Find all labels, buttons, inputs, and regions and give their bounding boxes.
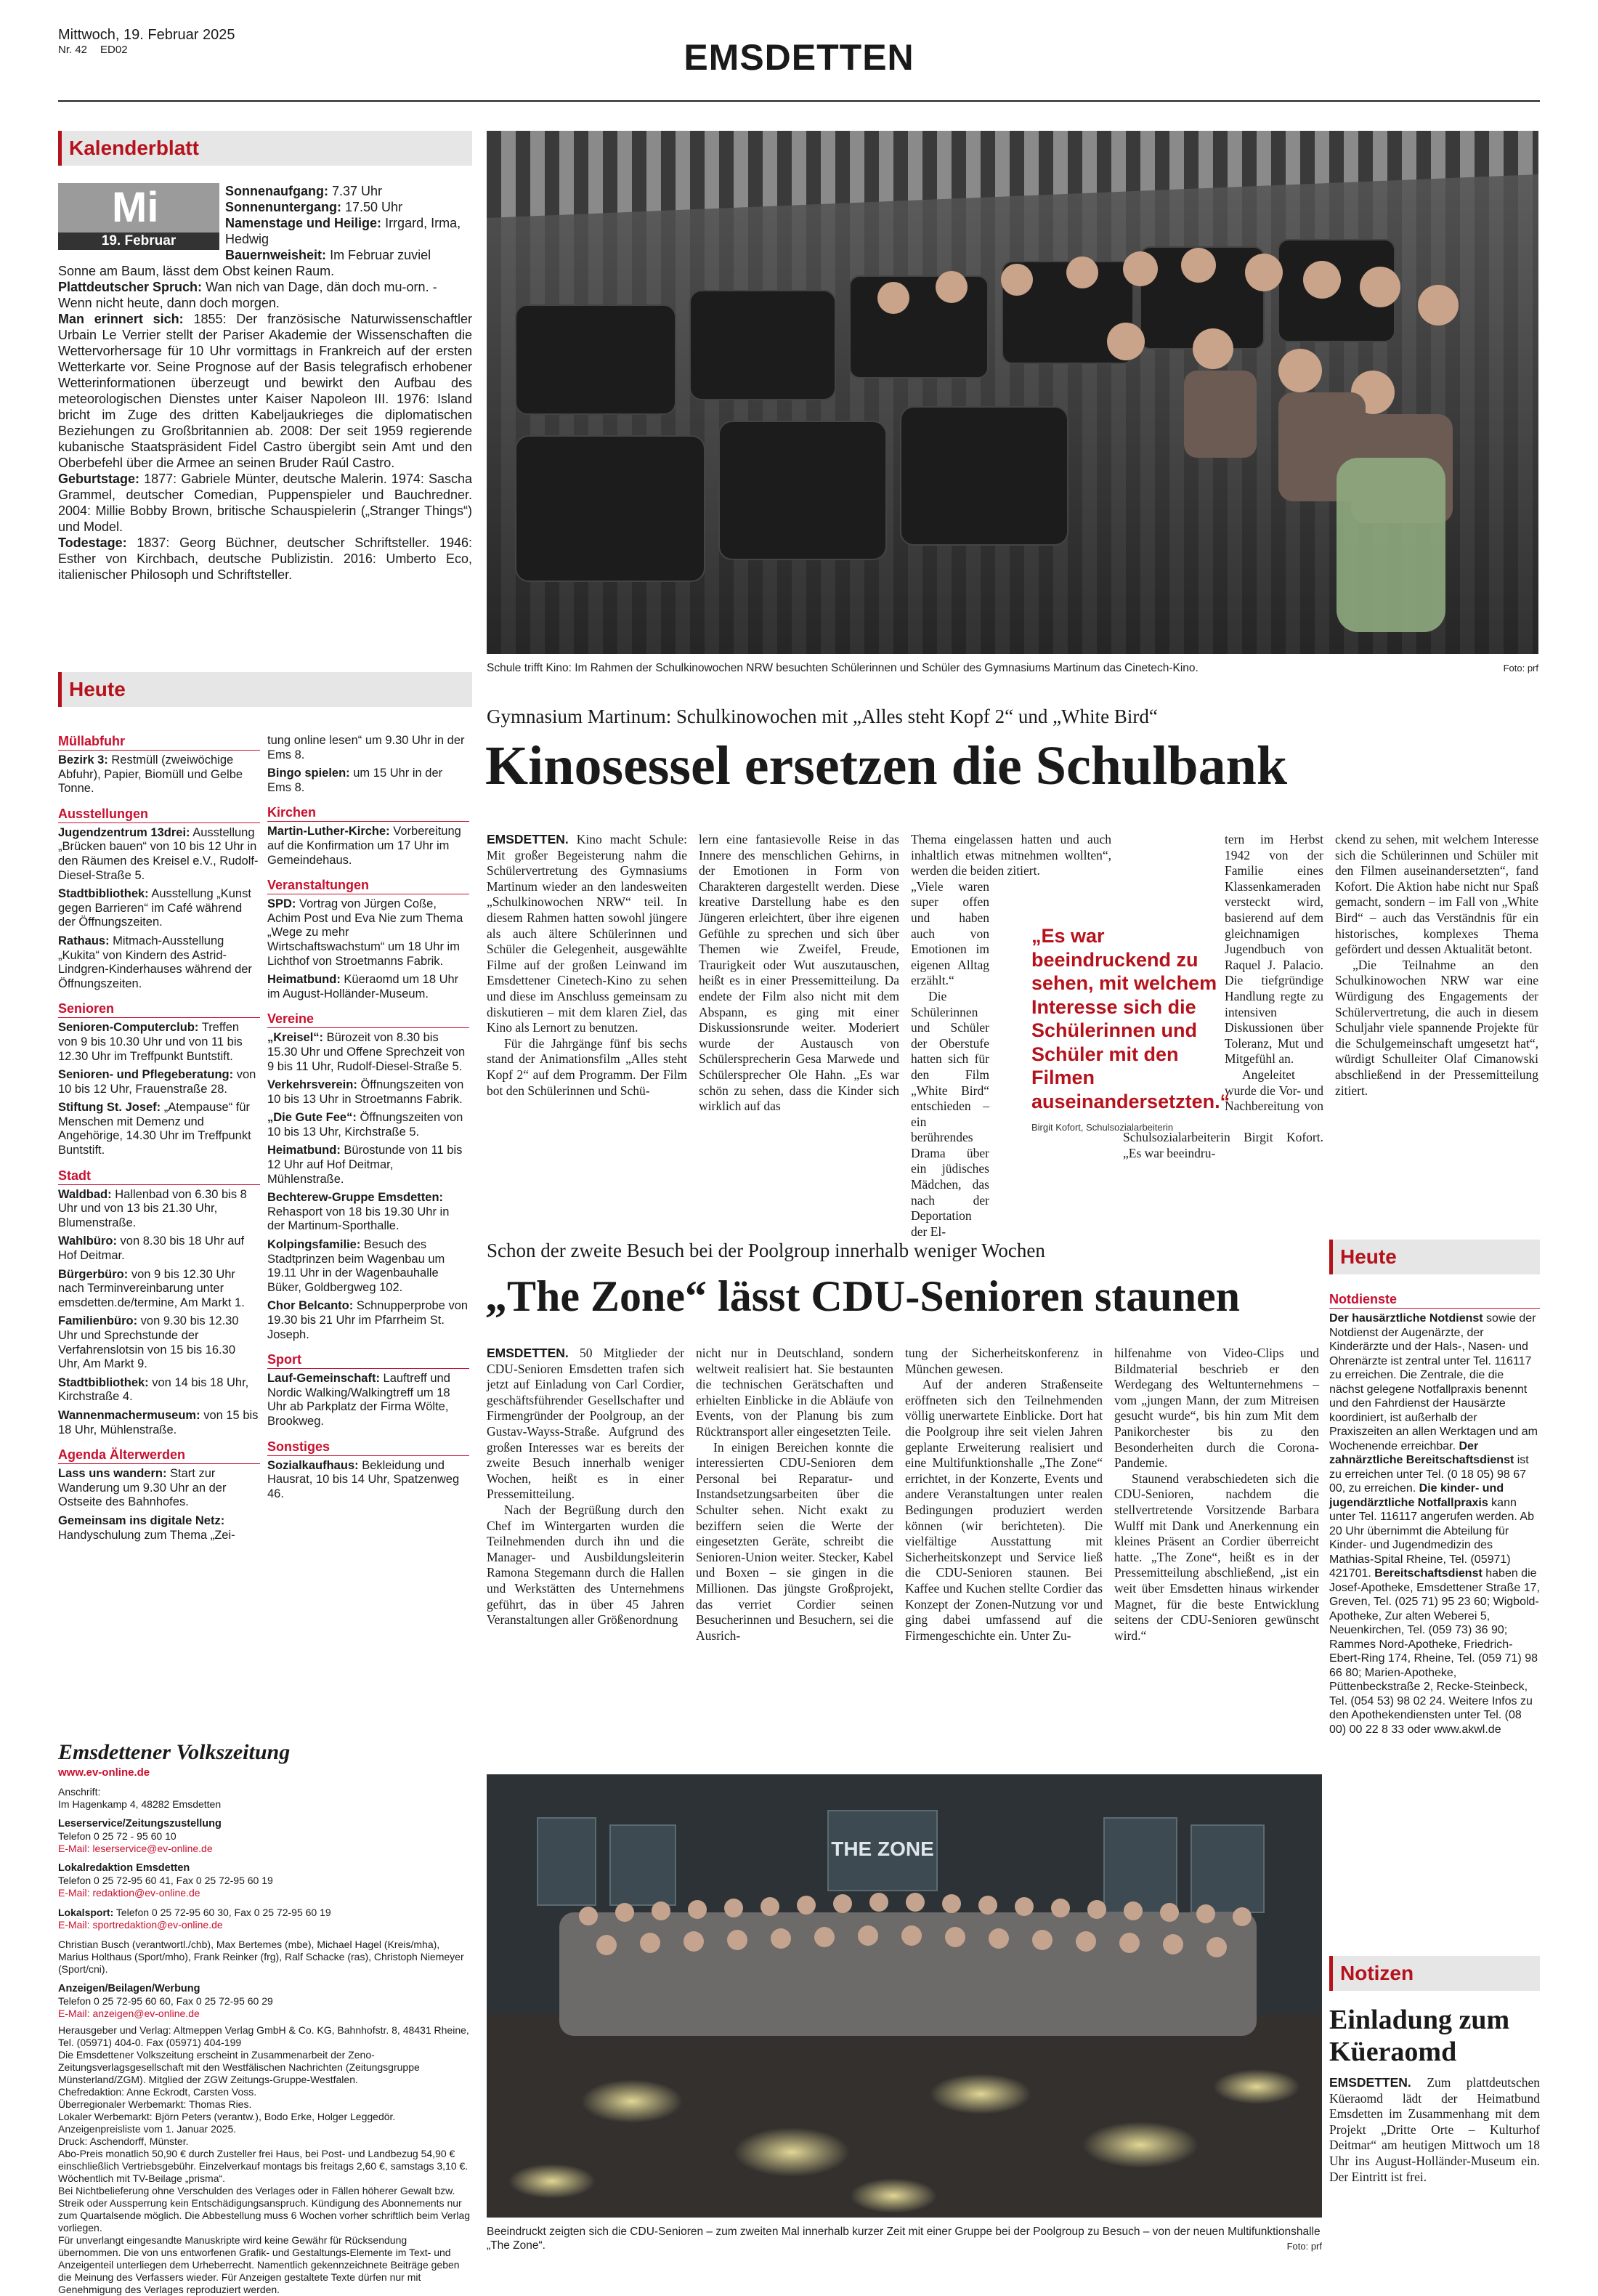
group-photo-caption: Beeindruckt zeigten sich die CDU-Senioren – zum zweiten Mal innerhalb kurzer Zeit mit einer Gruppe bei der Poolgroup zu Besuch – von der neuen Multifunktionshalle „The Zone“. [487,2226,1321,2252]
staff-list: Christian Busch (verantwortl./chb), Max Bertemes (mbe), Michael Hagel (Kreis/mha), Marius Holthaus (Sport/mho), Frank Reinker (frg), Ralf Schacke (ras), Christoph Niemeyer (Sport/cni). [58,1939,464,1975]
lokalredaktion-label: Lokalredaktion Emsdetten [58,1862,190,1874]
heute-entry-text: Öffnungszeiten von 10 bis 13 Uhr, Kirchstraße 5. [267,1111,463,1139]
article2-col1b-text: Nach der Begrüßung durch den Chef im Wintergarten wurden die Teilnehmenden durch ihn und die Manager- und Ausbildungsleiterin Ramona Stegemann durch die Hallen und Werkstätten des Unternehmens geführt, das in über 45 Jahren Veranstaltungen aller Größenordnung [487,1502,684,1628]
fine-print-cooperation: Die Emsdettener Volkszeitung erscheint in Zusammenarbeit der Zeno-Zeitungsverlagsgesellschaft mit den Westfälischen Nachrichten (Zeitungsgruppe Münsterland/ZGM). Mitglied der ZGW Zeitungs-Gruppe-Westfalen. [58,2049,420,2085]
article1-dateline: EMSDETTEN. [487,832,569,846]
article1-column-2 [699,832,899,1115]
heute-entry [267,1299,469,1342]
article2-col3b-text: Auf der anderen Straßenseite eröffneten sich den Teilnehmenden völlig unerwartete Einblicke. Dort hat die Poolgroup ihre seit vielen Jahren geplante Erweiterung realisiert und eine Multifunktionshalle „The Zone“ errichtet, in der Konzerte, Events und andere Veranstaltungen unter realen Bedingungen produziert werden können (wir berichteten). Die vielfältige Ausstattung mit Sicherheitskonzept und Service ließ die CDU-Senioren staunen. Bei Kaffee und Kuchen stellte Cordier das Konzept der Zonen-Nutzung vor und ging dabei umfassend auf die Firmengeschichte ein. Unter Zu- [905,1377,1103,1643]
heute-entry [267,1144,469,1187]
article2-column-3 [905,1346,1103,1644]
sunrise-value: 7.37 Uhr [332,184,383,198]
article1-headline: Kinosessel ersetzen die Schulbank [485,735,1288,796]
masthead-date: Mittwoch, 19. Februar 2025 [58,27,235,43]
notizen-box [1329,1956,1540,2185]
heute-section-heading: Kirchen [267,805,469,822]
article2-column-2 [696,1346,893,1644]
heute-entry-text: Besuch des Stadtprinzen beim Wagenbau um 19.11 Uhr in der Wagenbauhalle Büker, Goldbergweg 102. [267,1238,445,1294]
heute-entry-label: Bezirk 3: [58,753,108,767]
kinderarzt-text: kann unter Tel. 116117 angerufen werden. Ab 20 Uhr übernimmt die Abteilung für Kinder- und Jugendmedizin des Mathias-Spital Rheine, Tel. (05971) 421701. [1329,1496,1534,1580]
heute-left-box [58,672,472,707]
kinderarzt-label: Die kinder- und jugendärztliche Notfallpraxis [1329,1482,1504,1509]
heute-entry [58,1234,260,1263]
cinema-photo-caption: Schule trifft Kino: Im Rahmen der Schulkinowochen NRW besuchten Schülerinnen und Schüler des Gymnasiums Martinum das Cinetech-Kino. [487,662,1198,674]
notizen-heading: Notizen [1329,1956,1540,1991]
lokalsport-email[interactable]: E-Mail: sportredaktion@ev-online.de [58,1919,223,1931]
heute-entry-label: „Die Gute Fee“: [267,1111,357,1125]
heute-section-heading: Senioren [58,1001,260,1018]
heute-entry-text: von 14 bis 18 Uhr, Kirchstraße 4. [58,1375,249,1404]
fine-print-nichtbelieferung: Bei Nichtbelieferung ohne Verschulden des Verlages oder in Fällen höherer Gewalt bzw. Streik oder Aussperrung kein Entschädigungsanspruch. Kündigung des Abonnements nur zum Quartalsende möglich. Die Abbestellung muss 6 Wochen vorher schriftlich beim Verlag vorliegen. [58,2185,471,2234]
lokalsport-phone: Telefon 0 25 72-95 60 30, Fax 0 25 72-95 60 19 [113,1907,331,1918]
zahnarzt-text: ist zu erreichen unter Tel. (0 18 05) 98 67 00, zu erreichen. [1329,1454,1529,1495]
heute-entry-label: „Kreisel“: [267,1031,324,1045]
heute-entry-text: Restmüll (zweiwöchige Abfuhr), Papier, Biomüll und Gelbe Tonne. [58,753,243,796]
notizen-headline: Einladung zum Küeraomd [1329,2005,1510,2067]
notdienst-hausarzt-label: Der hausärztliche Notdienst [1329,1312,1483,1325]
leserservice-email[interactable]: E-Mail: leserservice@ev-online.de [58,1843,213,1854]
birthdays-label: Geburtstage: [58,472,140,486]
heute-entry-label: Stiftung St. Josef: [58,1101,161,1115]
article2-col1-text: 50 Mitglieder der CDU-Senioren Emsdetten trafen sich jetzt auf Einladung von Carl Cordier, geschäftsführender Gesellschafter und Firmengründer der Poolgroup, an der Gustav-Wayss-Straße. Aufgrund des großen Interesses war es bereits der zweite Besuch innerhalb weniger Wochen, heißt es in einer Pressemitteilung. [487,1346,685,1502]
heute-entry-text: Vortrag von Jürgen Coße, Achim Post und Eva Nie zum Thema „Wege zu mehr Wirtschaftswachstum“ um 18 Uhr im Lichthof von Stroetmanns Fabrik. [267,897,463,968]
heute-entry-label: Bechterew-Gruppe Emsdetten: [267,1191,444,1205]
heute-entry-label: Chor Belcanto: [267,1299,354,1313]
section-title: EMSDETTEN [684,37,914,78]
heute-entry-text: „Atempause“ für Menschen mit Demenz und Angehörige, 14.30 Uhr im Treffpunkt Buntstift. [58,1101,251,1157]
heute-entry [267,973,469,1001]
heute-entry-label: Bingo spielen: [267,767,350,780]
heute-entry-label: Lass uns wandern: [58,1467,167,1481]
heute-entry [58,1068,260,1096]
article2-col2-text: nicht nur in Deutschland, sondern weltweit realisiert hat. Sie bestaunten die technischen Gerätschaften und erhielten Einblicke in die Abläufe von Events, von der Planung bis zum Rücktransport aller eingesetzten Teile. [696,1346,893,1439]
heute-entry-text: Ausstellung „Brücken bauen“ von 10 bis 12 Uhr in den Räumen des Kreisel e.V., Rudolf-Diesel-Straße 5. [58,825,259,882]
article2-kicker: Schon der zweite Besuch bei der Poolgroup innerhalb weniger Wochen [487,1240,1045,1261]
heute-entry [267,825,469,868]
heute-entry-text: Hallenbad von 6.30 bis 8 Uhr und von 13 bis 21.30 Uhr, Blumenstraße. [58,1187,247,1229]
fine-print-lokaler-werbemarkt: Lokaler Werbemarkt: Björn Peters (verantw.), Bodo Erke, Holger Leggedör. [58,2111,396,2122]
edition-code: ED02 [100,44,128,56]
heute-entry [58,1101,260,1157]
heute-section-heading: Müllabfuhr [58,734,260,751]
heute-entry [58,1314,260,1371]
heute-section-heading: Ausstellungen [58,807,260,823]
heute-section-heading: Vereine [267,1011,469,1028]
heute-entry [58,1409,260,1437]
pullquote-author: Birgit Kofort, Schulsozialarbeiterin [1031,1122,1174,1133]
heute-entry-label: SPD: [267,897,296,911]
website-link[interactable]: www.ev-online.de [58,1766,150,1779]
heute-entry-label: Familienbüro: [58,1314,138,1328]
heute-entry [267,734,469,762]
heute-entry-label: Lauf-Gemeinschaft: [267,1372,380,1386]
article2-dateline: EMSDETTEN. [487,1346,569,1360]
heute-entry-label: Kolpingsfamilie: [267,1238,361,1252]
fine-print-abo: Abo-Preis monatlich 50,90 € durch Zusteller frei Haus, bei Post- und Landbezug 54,90 € einschließlich Vertriebsgebühr. Einzelverkauf montags bis freitags 2,60 €, samstags 3,10 €. Wöchentlich mit TV-Beilage „prisma“. [58,2148,469,2184]
cinema-photo [487,131,1538,654]
heute-entry-label: Martin-Luther-Kirche: [267,825,390,838]
cinema-photo-credit: Foto: prf [1503,663,1538,674]
heute-entry [58,826,260,883]
article1-col2-text: lern eine fantasievolle Reise in das Innere des menschlichen Gehirns, in der Emotionen in Form von Charakteren dargestellt werden. Diese kreative Darstellung habe es den Jüngeren erleichtert, über ihre eigenen Gefühle zu sprechen und sich über Themen wie Zweifel, Freude, Traurigkeit oder Wut auszutauschen, heißt es in einer Pressemitteilung. Da endete der Film also nicht mit dem Abspann, es ging mit einer Diskussionsrunde weiter. Moderiert wurde der Austausch von Schülersprecherin Gesa Marwede und Schülersprecher Ole Hahn. „Es war schön zu sehen, dass die Kinder sich wirklich auf das [699,832,899,1114]
article2-column-4 [1114,1346,1319,1644]
heute-entry-text: Bürozeit von 8.30 bis 15.30 Uhr und Offene Sprechzeit von 9 bis 11 Uhr, Rudolf-Diesel-Straße 5. [267,1031,466,1073]
heute-entry-label: Jugendzentrum 13drei: [58,825,190,839]
day-block [58,183,219,250]
heute-section-heading: Veranstaltungen [267,878,469,894]
heute-entry [267,1031,469,1074]
heute-entry-label: Stadtbibliothek: [58,887,149,901]
fine-print-druck: Druck: Aschendorff, Münster. [58,2135,189,2147]
birthdays-value: 1877: Gabriele Münter, deutsche Malerin. 1974: Sascha Grammel, deutscher Comedian, Puppenspieler und Bauchredner. 2004: Millie Bobby Brown, britische Schauspielerin („Stranger Things“) und Model. [58,472,472,534]
heute-entry-text: Bürostunde von 11 bis 12 Uhr auf Hof Deitmar, Mühlenstraße. [267,1144,463,1186]
heute-section-heading: Agenda Älterwerden [58,1447,260,1464]
heute-entry-text: Schnupperprobe von 19.30 bis 21 Uhr im Pfarrheim St. Joseph. [267,1299,469,1341]
anzeigen-phone: Telefon 0 25 72-95 60 60, Fax 0 25 72-95 60 29 [58,1995,273,2007]
the-zone-sign: THE ZONE [831,1838,934,1860]
deaths-label: Todestage: [58,535,127,550]
heute-entry [267,1078,469,1107]
zahnarzt-label: Der zahnärztliche Bereitschaftsdienst [1329,1439,1514,1466]
day-abbr: Mi [58,183,219,233]
fine-print-manuskripte: Für unverlangt eingesandte Manuskripte wird keine Gewähr für Rücksendung übernommen. Die von uns entworfenen Grafik- und Gestaltungs-Elemente im Text- und Anzeigenteil unterliegen dem Urheberrecht. Namentlich gekennzeichnete Beiträge geben die Meinung des Verfassers wieder. Für Anzeigen gestaltete Texte dürfen nur mit Genehmigung des Verlages reproduziert werden. [58,2234,460,2295]
article2-col4b-text: Staunend verabschiedeten sich die CDU-Senioren, nachdem die stellvertretende Vorsitzende Barbara Wulff mit Dank und Anerkennung ein kleines Präsent an Cordier überreicht hatte. „The Zone“, heißt es in der Pressemitteilung abschließend, „ist ein weit über Emsdetten hinaus wirkender Magnet, für die beste Entwicklung seitens der CDU-Senioren gewünscht wird.“ [1114,1471,1319,1643]
heute-entry-text: von 9.30 bis 12.30 Uhr und Sprechstunde der Verfahrenslotsin von 15 bis 16.30 Uhr, Am Markt 9. [58,1314,239,1371]
heute-entry [58,1514,260,1543]
anzeigen-email[interactable]: E-Mail: anzeigen@ev-online.de [58,2008,200,2019]
fine-print-preisliste: Anzeigenpreisliste vom 1. Januar 2025. [58,2123,237,2135]
heute-entry [267,1111,469,1139]
leserservice-label: Leserservice/Zeitungszustellung [58,1818,222,1830]
heute-entry [58,934,260,991]
fine-print-chefredaktion: Chefredaktion: Anne Eckrodt, Carsten Voss. [58,2086,257,2098]
heute-entry [58,887,260,930]
heute-entry [267,897,469,969]
kalenderblatt-box [58,131,472,583]
heute-left-column-2 [267,734,469,1505]
notdienst-hausarzt-text: sowie der Notdienst der Augenärzte, der Kinderärzte und der Hals-, Nasen- und Ohrenärzte ist zentral unter Tel. 116117 zu erreichen. Die Zentrale, die die nächst gelegene Notfallpraxis benennt und den Fahrdienst der Hausärzte koordiniert, ist außerhalb der Praxiszeiten an allen Werktagen und am Wochenende erreichbar. [1329,1312,1538,1452]
deaths-value: 1837: Georg Büchner, deutscher Schriftsteller. 1946: Esther von Kirchbach, deutsche Publizistin. 2016: Umberto Eco, italienischer Philosoph und Schriftsteller. [58,535,472,582]
weather-label: Bauernweisheit: [225,248,327,262]
notizen-text [1329,2075,1540,2185]
lokalsport-label: Lokalsport: [58,1907,114,1918]
fine-print-werbemarkt: Überregionaler Werbemarkt: Thomas Ries. [58,2098,252,2110]
heute-left-heading: Heute [58,672,472,707]
fine-print-publisher: Herausgeber und Verlag: Altmeppen Verlag GmbH & Co. KG, Bahnhofstr. 8, 48431 Rheine, Tel. (05971) 404-0. Fax (05971) 404-199 [58,2024,469,2048]
heute-entry-text: Handyschulung zum Thema „Zei- [58,1528,235,1542]
heute-entry-text: Bekleidung und Hausrat, 10 bis 14 Uhr, Spatzenweg 46. [267,1458,460,1500]
lokalredaktion-email[interactable]: E-Mail: redaktion@ev-online.de [58,1887,200,1899]
masthead-rule [58,100,1540,102]
heute-section-heading: Stadt [58,1168,260,1185]
fine-print [58,2024,472,2296]
article2-column-1 [487,1346,684,1628]
article1-col4b-text: Angeleitet wurde die Vor- und Nachbereitung von Schulsozialarbeiterin Birgit Kofort. „Es war beeindru- [1123,1067,1323,1160]
article1-col1b-text: Für die Jahrgänge fünf bis sechs stand der Animationsfilm „Alles steht Kopf 2“ auf dem Programm. Der Film bot den Schülerinnen und Schü- [487,1035,687,1098]
heute-entry [58,1188,260,1231]
group-photo [487,1774,1322,2218]
article1-column-4 [1123,832,1323,1161]
notizen-dateline: EMSDETTEN. [1329,2075,1411,2090]
heute-entry-label: Bürgerbüro: [58,1267,129,1281]
heute-entry-text: Treffen von 9 bis 10.30 Uhr und von 11 bis 12.30 Uhr im Treffpunkt Buntstift. [58,1021,243,1063]
article1-kicker: Gymnasium Martinum: Schulkinowochen mit „Alles steht Kopf 2“ und „White Bird“ [487,706,1158,727]
notdienste-heading: Notdienste [1329,1292,1540,1309]
heute-entry-label: Rathaus: [58,934,110,947]
heute-entry-text: Lauftreff und Nordic Walking/Walkingtreff um 18 Uhr ab Parkplatz der Firma Wölte, Brookweg. [267,1372,450,1428]
sunrise-label: Sonnenaufgang: [225,184,328,198]
address: Im Hagenkamp 4, 48282 Emsdetten [58,1798,222,1810]
article1-col3a-text: Thema eingelassen hatten und auch inhaltlich etwas mitnehmen wollten“, werden die beiden zitiert. [911,832,1111,878]
heute-entry-text: von 8.30 bis 18 Uhr auf Hof Deitmar. [58,1234,245,1263]
remember-label: Man erinnert sich: [58,312,184,326]
article2-col3-text: tung der Sicherheitskonferenz in München gewesen. [905,1346,1103,1376]
kalenderblatt-body [58,183,472,583]
heute-entry-text: Vorbereitung auf die Konfirmation um 17 Uhr im Gemeindehaus. [267,825,461,867]
heute-entry-label: Stadtbibliothek: [58,1375,149,1389]
heute-entry-text: Öffnungszeiten von 10 bis 13 Uhr in Stroetmanns Fabrik. [267,1078,464,1106]
heute-entry-label: Gemeinsam ins digitale Netz: [58,1513,225,1527]
heute-entry-text: von 15 bis 18 Uhr, Mühlenstraße. [58,1408,259,1436]
heute-entry [58,1021,260,1064]
imprint [58,1740,472,2296]
names-value: Irrgard, Irma, Hedwig [225,216,461,246]
apotheken-label: Bereitschaftsdienst [1374,1567,1483,1580]
article1-col3c-text: Die Schülerinnen und Schüler der Oberstufe hatten sich für den Film „White Bird“ entschieden – ein berührendes Drama über ein jüdisches Mädchen, das nach der Deportation der El- [911,988,989,1239]
heute-entry-label: Wannenmachermuseum: [58,1408,200,1422]
sunset-value: 17.50 Uhr [345,200,403,214]
heute-entry-text: tung online lesen“ um 9.30 Uhr in der Ems 8. [267,734,465,761]
article1-col5b-text: „Die Teilnahme an den Schulkinowochen NRW war eine Würdigung des Engagements der Schülervertretung, die auch in diesem Schuljahr viele spannende Projekte für die Schulgemeinschaft umgesetzt hat“, würdigt Schulleiter Olaf Cimanowski abschließend in der Pressemitteilung zitiert. [1335,957,1538,1098]
cinema-photo-image [487,131,1538,654]
heute-entry [267,1372,469,1428]
article1-col3b-text: „Viele waren super offen und haben auch von Emotionen im eigenen Alltag erzählt.“ [911,878,989,988]
heute-entry-label: Wahlbüro: [58,1234,117,1248]
article1-col4a-text: tern im Herbst 1942 von der Familie eines Klassenkameraden versteckt wird, basierend auf dem gleichnamigen Jugendbuch von Raquel J. Palacio. Die tiefgründige Handlung regte zu intensiven Diskussionen über Toleranz, Mut und Mitgefühl an. [1225,832,1323,1067]
article1-col1-text: Kino macht Schule: Mit großer Begeisterung nahm die Schülervertretung des Gymnasiums Martinum wieder an den landesweiten „Schulkinowochen NRW“ teil. In diesem Rahmen hatten sowohl jüngere als auch ältere Schülerinnen und Schüler die Gelegenheit, ausgewählte Filme auf der großen Leinwand im Emsdettener Cinetech-Kino zu sehen und diese im Anschluss gemeinsam zu diskutieren – mit dem klaren Ziel, das Kino als Lernort zu benutzen. [487,832,687,1035]
weather-value: Im Februar zuviel Sonne am Baum, lässt dem Obst keinen Raum. [58,248,431,278]
article2-headline: „The Zone“ lässt CDU-Senioren staunen [485,1272,1241,1320]
heute-entry [267,767,469,795]
heute-entry-label: Waldbad: [58,1187,112,1201]
heute-entry [58,1467,260,1510]
heute-entry-label: Senioren-Computerclub: [58,1021,199,1035]
day-date: 19. Februar [58,233,219,250]
group-photo-image [487,1774,1322,2218]
kalenderblatt-heading: Kalenderblatt [58,131,472,166]
article2-col2b-text: In einigen Bereichen konnte die interessierten CDU-Senioren dem Personal bei Reparatur- und Instandsetzungsarbeiten über die Schulter sehen. Nicht exakt zu beziffern seien die Werte der eingesetzten Geräte, schreibt die Senioren-Union weiter. Stecker, Kabel und Boxen – sie gingen in die Millionen. Das jüngste Großprojekt, das verriet Cordier seinen Besucherinnen und Besuchern, sei die Ausrich- [696,1439,893,1643]
heute-left-column-1 [58,734,260,1547]
heute-entry-text: Ausstellung „Kunst gegen Barrieren“ im Café während der Öffnungszeiten. [58,887,251,929]
heute-entry [267,1459,469,1502]
heute-entry [58,753,260,796]
notdienste-text [1329,1311,1540,1737]
heute-right-box [1329,1240,1540,1741]
heute-entry-text: Rehasport von 18 bis 19.30 Uhr in der Martinum-Sporthalle. [267,1205,450,1233]
names-label: Namenstage und Heilige: [225,216,382,230]
heute-entry-text: um 15 Uhr in der Ems 8. [267,767,443,794]
group-photo-credit: Foto: prf [1286,2241,1322,2252]
heute-entry [58,1376,260,1404]
heute-entry-label: Heimatbund: [267,1144,341,1157]
article1-col5-text: ckend zu sehen, mit welchem Interesse sich die Schülerinnen und Schüler mit den Filmen auseinandersetzten“, fand Kofort. Die Aktion habe nicht nur Spaß gemacht, sondern – im Fall von „White Bird“ – auch das Verständnis für ein historisches, komplexes Thema gefördert und dessen Aktualität betont. [1335,832,1538,957]
lokalredaktion-phone: Telefon 0 25 72-95 60 41, Fax 0 25 72-95 60 19 [58,1875,273,1886]
heute-entry-text: von 9 bis 12.30 Uhr nach Terminvereinbarung unter emsdetten.de/termine, Am Markt 1. [58,1267,245,1309]
apotheken-text: haben die Josef-Apotheke, Emsdettener Straße 17, Greven, Tel. (025 71) 95 23 60; Wigbold-Apotheke, Zur alten Weberei 5, Neuenkirchen, Tel. (059 73) 36 90; Rammes Nord-Apotheke, Friedrich-Ebert-Ring 174, Rheine, Tel. (059 71) 98 66 80; Marien-Apotheke, Püttenbeckstraße 2, Recke-Steinbeck, Tel. (054 53) 98 02 24. Weitere Infos zu den Apothekendiensten unter Tel. (08 00) 00 22 8 33 oder www.akwl.de [1329,1567,1540,1736]
newspaper-logo: Emsdettener Volkszeitung [58,1740,291,1764]
pullquote-text: „Es war beeindruckend zu sehen, mit welchem Interesse sich die Schülerinnen und Schüler mit den Filmen auseinandersetzten.“ [1031,925,1230,1112]
anzeigen-label: Anzeigen/Beilagen/Werbung [58,1983,200,1994]
heute-entry [58,1268,260,1311]
platt-value: Wan nich van Dage, dän doch mu-orn. - Wenn nicht heute, dann doch morgen. [58,280,437,310]
heute-section-heading: Sonstiges [267,1439,469,1456]
article1-column-1 [487,832,687,1099]
leserservice-phone: Telefon 0 25 72 - 95 60 10 [58,1830,177,1842]
heute-entry-text: Start zur Wanderung um 9.30 Uhr an der Ostseite des Bahnhofes. [58,1467,227,1509]
heute-entry-text: Mitmach-Ausstellung „Kukita“ von Kindern des Astrid-Lindgren-Kinderhauses während der Öffnungszeiten. [58,934,252,990]
notizen-body: Zum plattdeutschen Küeraomd lädt der Heimatbund Emsdetten im Zusammenhang mit dem Projekt „Dritte Orte – Kulturhof Deitmar“ am heutigen Mittwoch um 18 Uhr ins August-Holländer-Museum ein. Der Eintritt ist frei. [1329,2075,1540,2184]
platt-label: Plattdeutscher Spruch: [58,280,203,294]
heute-entry-label: Verkehrsverein: [267,1078,357,1092]
heute-entry [267,1238,469,1295]
article2-col4-text: hilfenahme von Video-Clips und Bildmaterial beschrieb er den Werdegang des Weltunternehmens – vom „jungen Mann, der zum Mitreisen gesucht wurde“, bis hin zum Mit dem Panikorchester bis zu den Besonderheiten durch die Corona-Pandemie. [1114,1346,1319,1471]
sunset-label: Sonnenuntergang: [225,200,341,214]
heute-section-heading: Sport [267,1352,469,1369]
heute-right-heading: Heute [1329,1240,1540,1274]
heute-entry-label: Heimatbund: [267,973,341,987]
heute-entry-label: Sozialkaufhaus: [267,1458,359,1472]
heute-entry [267,1191,469,1234]
issue-number: Nr. 42 [58,44,88,56]
heute-entry-text: von 10 bis 12 Uhr, Frauenstraße 28. [58,1068,256,1096]
heute-entry-label: Senioren- und Pflegeberatung: [58,1068,234,1082]
address-label: Anschrift: [58,1786,101,1798]
remember-value: 1855: Der französische Naturwissenschaftler Urbain Le Verrier stellt der Pariser Akademie der Wissenschaften die Wettervorhersage für 10 Uhr vormittags in Frankreich auf der ersten Wetterkarte vor. Seine Prognose auf der Basis telegrafisch erhobener Wetterinformationen überzeugt und bewirkt den Aufbau des meteorologischen Dienstes unter Kaiser Napoleon III. 1976: Island bricht im Zuge des dritten Kabeljaukrieges die diplomatischen Beziehungen zu Großbritannien ab. 2008: Der seit 1959 regierende kubanische Staatspräsident Fidel Castro übergibt sein Amt und den Oberbefehl über die Armee an seinen Bruder Raúl Castro. [58,312,472,470]
article1-column-5 [1335,832,1538,1099]
heute-entry-text: Küeraomd um 18 Uhr im August-Holländer-Museum. [267,973,459,1001]
